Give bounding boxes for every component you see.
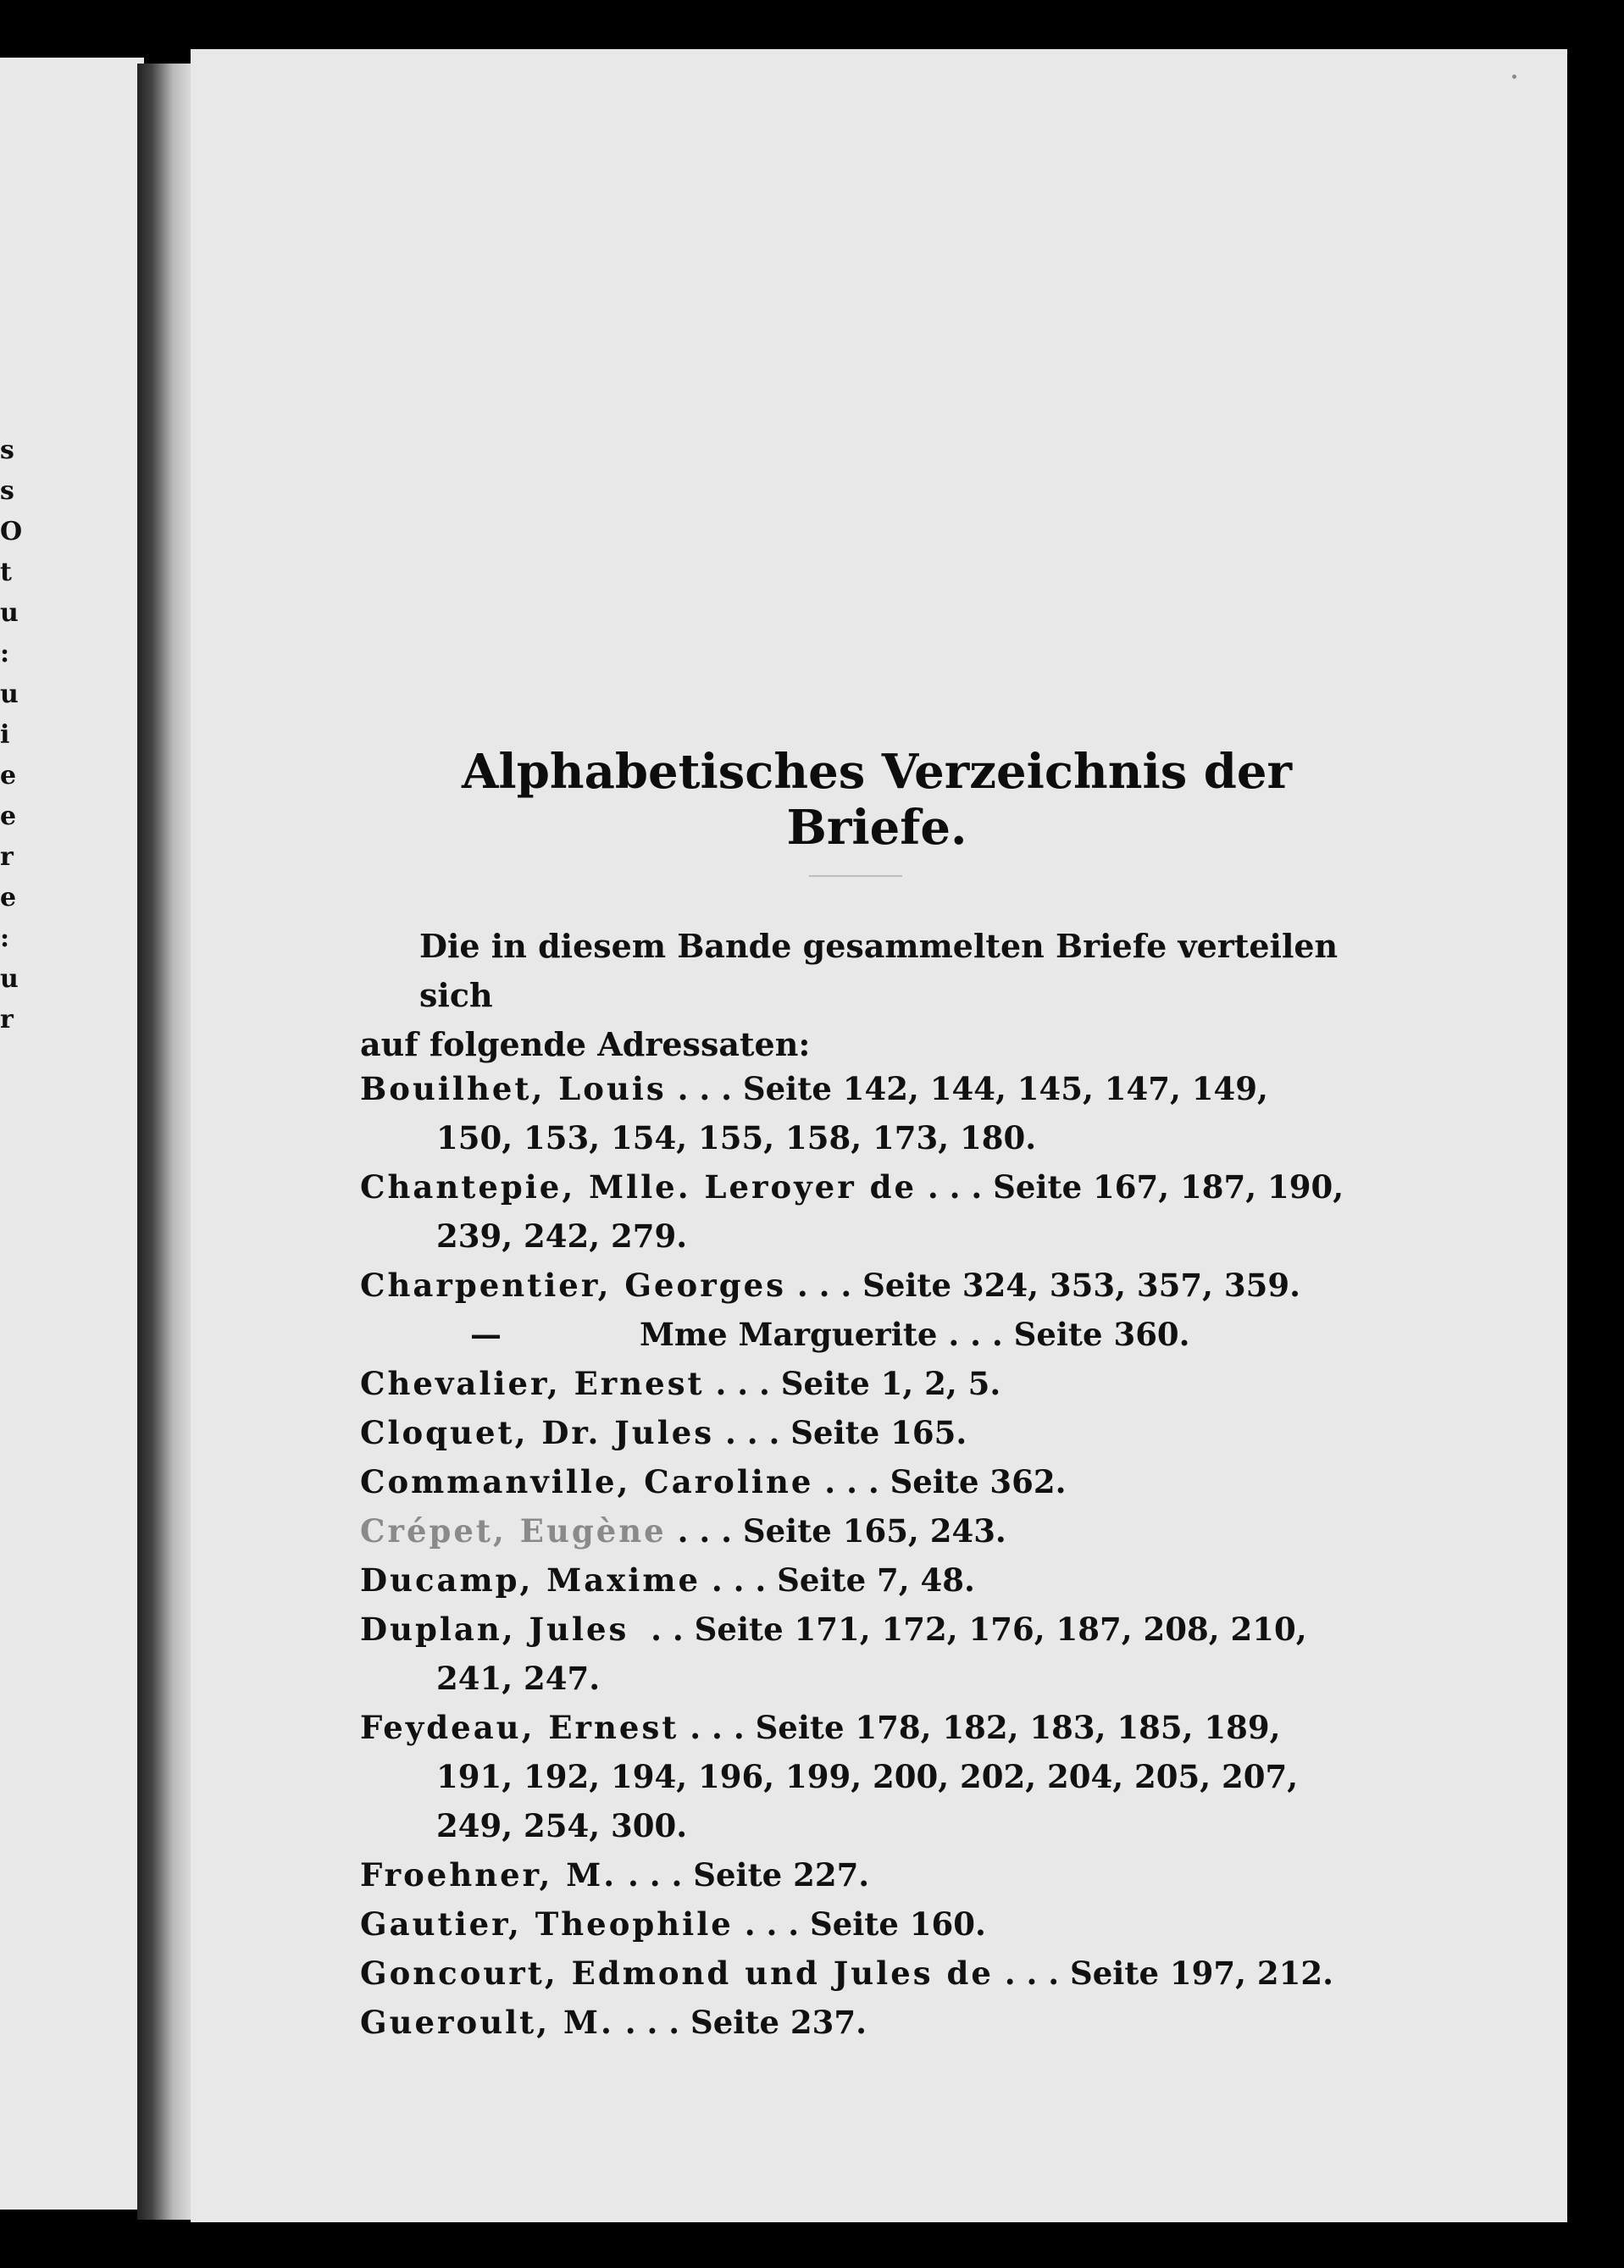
entry-line <box>360 1555 1394 1605</box>
entry-name: Goncourt, Edmond und Jules de <box>360 1955 994 1992</box>
entry-pages: . . . Seite 178, 182, 183, 185, 189, <box>679 1709 1281 1746</box>
entry-name: Crépet, Eugène <box>360 1512 667 1550</box>
entry-name: Bouilhet, Louis <box>360 1070 667 1107</box>
entry-line <box>360 1408 1394 1457</box>
entry-line <box>360 1998 1394 2047</box>
intro-line-2: auf folgende Adressaten: <box>360 1025 811 1063</box>
entry-pages: . . . Seite 160. <box>733 1905 986 1943</box>
entry-name: Froehner, M. <box>360 1856 618 1894</box>
entry-continuation: 191, 192, 194, 196, 199, 200, 202, 204, 205, 207, <box>436 1758 1299 1795</box>
entry-name: Cloquet, Dr. Jules <box>360 1414 715 1451</box>
entry-line <box>360 1162 1394 1212</box>
left-page-text-fragments: s s O t u : u i e e r e : u r <box>0 435 23 1034</box>
entry-name: Ducamp, Maxime <box>360 1561 701 1599</box>
entry-continuation: 150, 153, 154, 155, 158, 173, 180. <box>436 1119 1037 1156</box>
entry-line <box>360 1310 1394 1359</box>
entry-name: — <box>470 1316 502 1353</box>
entry-name: Charpentier, Georges <box>360 1267 786 1304</box>
entry-line <box>360 1703 1394 1752</box>
entry-name: Duplan, Jules <box>360 1611 629 1648</box>
entry-name: Commanville, Caroline <box>360 1463 814 1500</box>
entry-pages: . . . Seite 1, 2, 5. <box>704 1365 1001 1402</box>
entry-pages: . . . Seite 165. <box>714 1414 967 1451</box>
entry-name: Gautier, Theophile <box>360 1905 734 1943</box>
page-speck <box>1512 75 1516 79</box>
entry-pages: Mme Marguerite . . . Seite 360. <box>640 1316 1190 1353</box>
left-page-edge <box>0 58 144 2210</box>
entry-pages: . . . Seite 167, 187, 190, <box>917 1168 1344 1206</box>
intro-paragraph <box>360 922 1377 1069</box>
page-heading: Alphabetisches Verzeichnis der Briefe. <box>461 744 1293 856</box>
book-page <box>191 49 1567 2222</box>
entry-continuation: 249, 254, 300. <box>436 1807 688 1844</box>
entry-pages: . . . Seite 142, 144, 145, 147, 149, <box>666 1070 1268 1107</box>
entry-line <box>360 1506 1394 1555</box>
entries-list <box>360 1064 1394 2047</box>
entry-name: Gueroult, M. <box>360 2004 614 2041</box>
entry-pages: . . . Seite 237. <box>613 2004 867 2041</box>
entry-pages: . . . Seite 7, 48. <box>701 1561 975 1599</box>
book-binding <box>137 64 197 2220</box>
entry-pages: . . Seite 171, 172, 176, 187, 208, 210, <box>629 1611 1307 1648</box>
entry-name: Chantepie, Mlle. Leroyer de <box>360 1168 917 1206</box>
entry-line <box>360 1359 1394 1408</box>
entry-continuation: 239, 242, 279. <box>436 1217 688 1255</box>
entry-line <box>360 1605 1394 1654</box>
entry-name: Feydeau, Ernest <box>360 1709 679 1746</box>
entry-pages: . . . Seite 362. <box>813 1463 1067 1500</box>
entry-line <box>360 1261 1394 1310</box>
entry-pages: . . . Seite 324, 353, 357, 359. <box>785 1267 1301 1304</box>
heading-divider <box>809 875 902 877</box>
entry-name: Chevalier, Ernest <box>360 1365 705 1402</box>
entry-pages: . . . Seite 227. <box>617 1856 870 1894</box>
entry-line <box>360 1949 1394 1998</box>
entry-pages: . . . Seite 165, 243. <box>666 1512 1006 1550</box>
entry-line <box>360 1899 1394 1949</box>
entry-continuation: 241, 247. <box>436 1660 601 1697</box>
entry-pages: . . . Seite 197, 212. <box>993 1955 1333 1992</box>
intro-line-1: Die in diesem Bande gesammelten Briefe verteilen sich <box>419 927 1339 1014</box>
entry-line <box>360 1064 1394 1113</box>
entry-line <box>360 1457 1394 1506</box>
entry-line <box>360 1850 1394 1899</box>
